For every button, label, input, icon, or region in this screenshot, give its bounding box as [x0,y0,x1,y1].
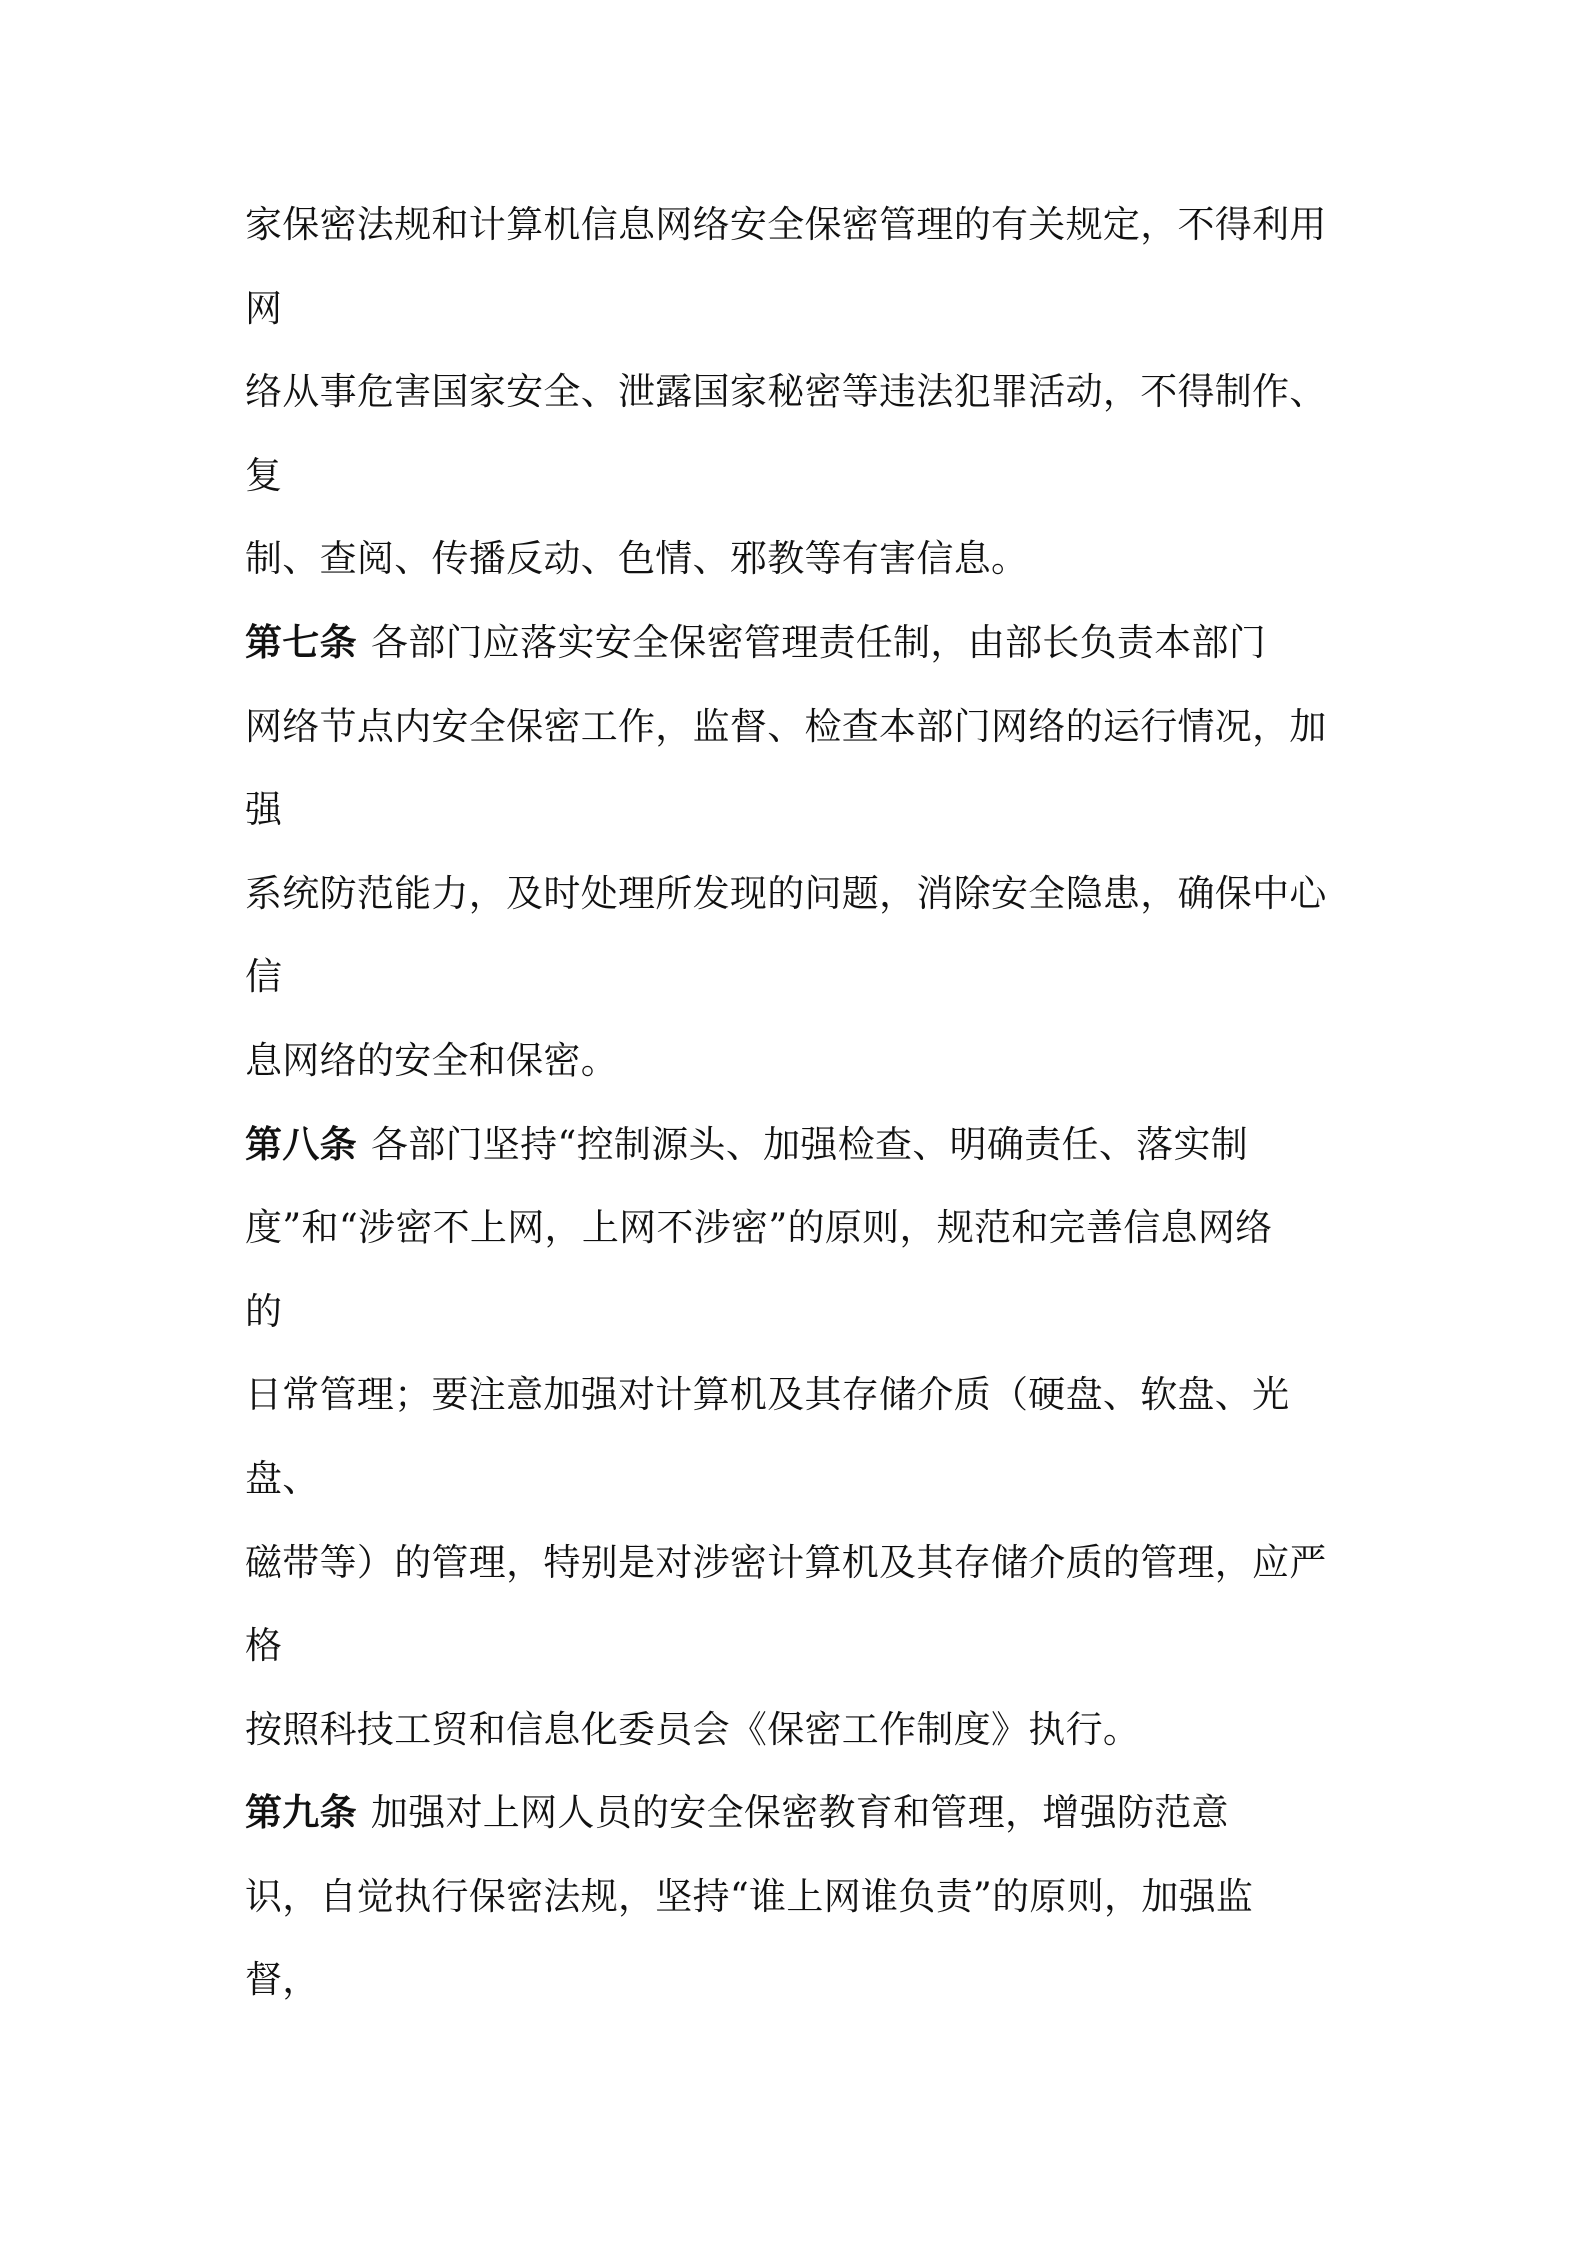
text-line [245,685,1395,769]
text-line [245,1437,1395,1521]
line-text: 家保密法规和计算机信息网络安全保密管理的有关规定，不得利用 [245,203,1327,246]
line-text: 磁带等）的管理，特别是对涉密计算机及其存储介质的管理，应严 [245,1540,1327,1584]
article-heading-line [245,601,1395,685]
text-line [245,1186,1395,1270]
line-text: 的 [245,1289,283,1333]
text-line [245,1270,1395,1354]
text-line [245,1604,1395,1688]
text-line [245,350,1395,434]
text-line [245,434,1395,518]
line-text: 息网络的安全和保密。 [245,1038,618,1082]
text-line [245,768,1395,852]
line-text: 识，自觉执行保密法规，坚持“谁上网谁负责”的原则，加强监 [245,1874,1254,1918]
line-text: 按照科技工贸和信息化委员会《保密工作制度》执行。 [245,1707,1141,1751]
article-number: 第九条 [245,1790,357,1835]
line-text: 日常管理；要注意加强对计算机及其存储介质（硬盘、软盘、光 [245,1373,1290,1417]
line-text: 各部门坚持“控制源头、加强检查、明确责任、落实制 [370,1122,1249,1166]
text-line [245,1019,1395,1103]
line-text: 盘、 [245,1456,320,1500]
line-text: 网络节点内安全保密工作，监督、检查本部门网络的运行情况，加 [245,704,1327,748]
line-text: 信 [245,955,283,999]
text-line [245,852,1395,936]
text-line [245,183,1395,267]
line-text: 网 [245,286,283,330]
line-text: 制、查阅、传播反动、色情、邪教等有害信息。 [245,537,1029,581]
text-line [245,267,1395,351]
article-number: 第八条 [245,1121,357,1166]
line-text: 加强对上网人员的安全保密教育和管理，增强防范意 [370,1791,1229,1835]
article-heading-line [245,1771,1395,1855]
article-number: 第七条 [245,619,357,664]
line-text: 督， [245,1958,320,2002]
line-text: 复 [245,453,283,497]
text-line [245,1938,1395,2022]
text-line [245,1521,1395,1605]
text-line [245,1855,1395,1939]
line-text: 络从事危害国家安全、泄露国家秘密等违法犯罪活动，不得制作、 [245,370,1327,414]
line-text: 度”和“涉密不上网，上网不涉密”的原则，规范和完善信息网络 [245,1206,1273,1250]
article-heading-line [245,1103,1395,1187]
text-line [245,935,1395,1019]
text-line [245,1353,1395,1437]
line-text: 强 [245,788,283,832]
document-body [245,183,1395,2022]
line-text: 系统防范能力，及时处理所发现的问题，消除安全隐患，确保中心 [245,871,1327,915]
text-line [245,517,1395,601]
line-text: 格 [245,1624,283,1668]
line-text: 各部门应落实安全保密管理责任制，由部长负责本部门 [370,620,1267,664]
text-line [245,1688,1395,1772]
